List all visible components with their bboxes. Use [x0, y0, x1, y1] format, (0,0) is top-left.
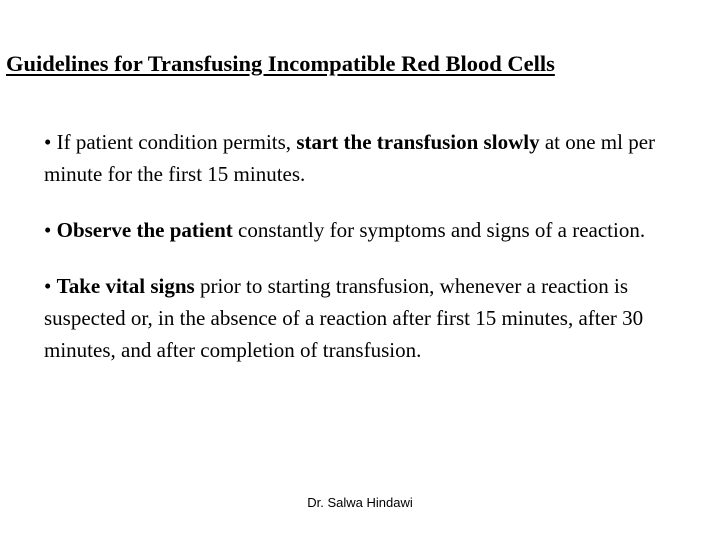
- bullet-item-transfusion-rate: [44, 126, 714, 190]
- bullet-text-post: prior to starting transfusion, whenever a reaction is suspected or, in the absence of a reaction after first 15 minutes, after 30 minutes, and after completion of transfusion.: [44, 274, 644, 362]
- slide-footer-author: Dr. Salwa Hindawi: [307, 495, 413, 510]
- bullet-item-observe-patient: [44, 214, 714, 246]
- bullet-text-post: at one ml per minute for the first 15 minutes.: [44, 130, 656, 186]
- bullet-text-bold: start the transfusion slowly: [296, 130, 540, 154]
- bullet-text-pre: If patient condition permits,: [56, 130, 297, 154]
- bullet-marker: •: [44, 218, 52, 242]
- bullet-marker: •: [44, 274, 52, 298]
- bullet-text-bold: Observe the patient: [56, 218, 233, 242]
- bullet-text-post: constantly for symptoms and signs of a reaction.: [232, 218, 646, 242]
- slide-title: Guidelines for Transfusing Incompatible Red Blood Cells: [6, 51, 555, 76]
- bullet-item-vital-signs: [44, 270, 714, 366]
- bullet-text-bold: Take vital signs: [56, 274, 195, 298]
- bullet-marker: •: [44, 130, 52, 154]
- bullet-list: [44, 126, 714, 366]
